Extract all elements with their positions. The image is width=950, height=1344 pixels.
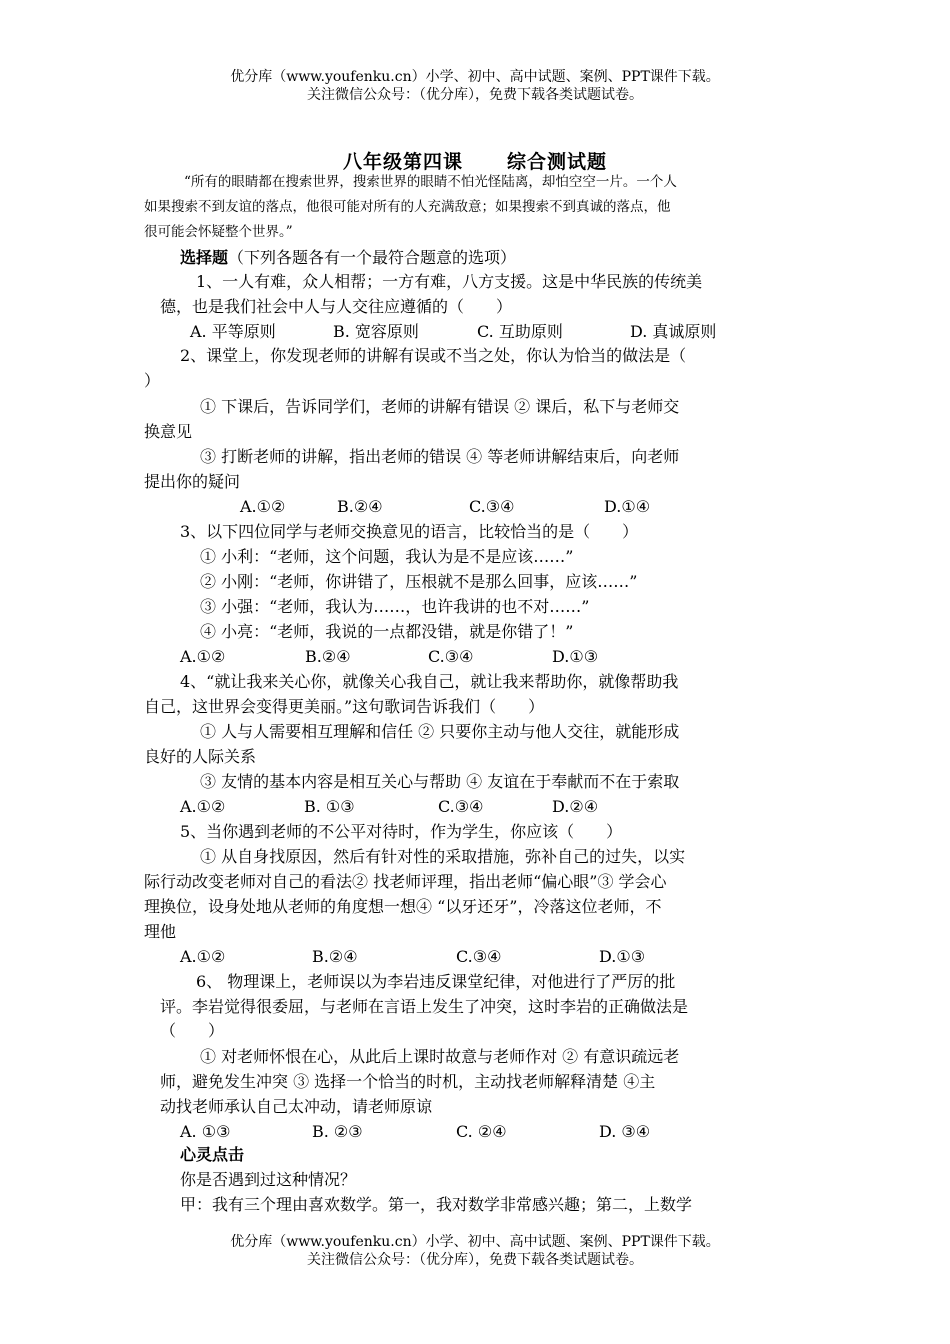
q1-line-1: 1、一人有难，众人相帮；一方有难，八方支援。这是中华民族的传统美 xyxy=(196,272,703,291)
section-choice-note: （下列各题各有一个最符合题意的选项） xyxy=(228,248,517,267)
q4-statement-1b: 良好的人际关系 xyxy=(144,747,257,766)
q5-statement-3: 理换位，设身处地从老师的角度想一想④ “以牙还牙”，冷落这位老师，不 xyxy=(144,897,662,916)
header-line-2: 关注微信公众号：（优分库），免费下载各类试题试卷。 xyxy=(307,87,643,103)
q2-option-d: D.①④ xyxy=(604,497,651,516)
q5-statement-4: 理他 xyxy=(144,922,177,941)
q5-line-1: 5、当你遇到老师的不公平对待时，作为学生，你应该（ ） xyxy=(180,822,623,841)
q1-option-c: C. 互助原则 xyxy=(477,322,563,341)
q2-statement-2a: ③ 打断老师的讲解，指出老师的错误 ④ 等老师讲解结束后，向老师 xyxy=(200,447,680,466)
q6-statement-2: 师，避免发生冲突 ③ 选择一个恰当的时机，主动找老师解释清楚 ④主 xyxy=(160,1072,656,1091)
q4-statement-1a: ① 人与人需要相互理解和信任 ② 只要你主动与他人交往，就能形成 xyxy=(200,722,680,741)
q2-line-1: 2、课堂上，你发现老师的讲解有误或不当之处，你认为恰当的做法是（ xyxy=(180,346,687,365)
q1-option-b: B. 宽容原则 xyxy=(333,322,419,341)
q2-option-a: A.①② xyxy=(240,497,286,516)
q3-statement-1: ① 小利：“老师，这个问题，我认为是不是应该……” xyxy=(200,547,574,566)
q6-statement-1: ① 对老师怀恨在心，从此后上课时故意与老师作对 ② 有意识疏远老 xyxy=(200,1047,680,1066)
footer-line-1: 优分库（www.youfenku.cn）小学、初中、高中试题、案例、PPT课件下载。 xyxy=(230,1234,720,1250)
q1-option-a: A. 平等原则 xyxy=(190,322,276,341)
q6-option-a: A. ①③ xyxy=(180,1122,231,1141)
q2-statement-1a: ① 下课后，告诉同学们，老师的讲解有错误 ② 课后，私下与老师交 xyxy=(200,397,680,416)
q5-option-c: C.③④ xyxy=(456,947,502,966)
q3-line-1: 3、以下四位同学与老师交换意见的语言，比较恰当的是（ ） xyxy=(180,522,639,541)
q4-option-a: A.①② xyxy=(180,797,226,816)
q5-option-b: B.②④ xyxy=(312,947,358,966)
q4-line-1: 4、“就让我来关心你，就像关心我自己，就让我来帮助你，就像帮助我 xyxy=(180,672,679,691)
q5-option-a: A.①② xyxy=(180,947,226,966)
q4-line-2: 自己，这世界会变得更美丽。”这句歌词告诉我们（ ） xyxy=(144,697,545,716)
q3-option-b: B.②④ xyxy=(305,647,351,666)
q2-statement-2b: 提出你的疑问 xyxy=(144,472,241,491)
q1-option-d: D. 真诚原则 xyxy=(630,322,717,341)
q4-option-d: D.②④ xyxy=(552,797,599,816)
footer-line-2: 关注微信公众号：（优分库），免费下载各类试题试卷。 xyxy=(307,1252,643,1268)
q5-statement-2: 际行动改变老师对自己的看法② 找老师评理，指出老师“偏心眼”③ 学会心 xyxy=(144,872,667,891)
q2-statement-1b: 换意见 xyxy=(144,422,193,441)
title-part-1: 八年级第四课 xyxy=(342,151,463,173)
q6-line-3: （ ） xyxy=(160,1021,225,1040)
q2-option-b: B.②④ xyxy=(337,497,383,516)
q5-option-d: D.①③ xyxy=(599,947,646,966)
quote-paragraph xyxy=(144,170,804,245)
q2-line-2: ） xyxy=(144,371,161,390)
q6-statement-3: 动找老师承认自己太冲动，请老师原谅 xyxy=(160,1097,433,1116)
q6-option-d: D. ③④ xyxy=(599,1122,651,1141)
q3-option-a: A.①② xyxy=(180,647,226,666)
section-heart-line-1: 你是否遇到过这种情况？ xyxy=(180,1170,357,1189)
q4-option-b: B. ①③ xyxy=(304,797,355,816)
q5-statement-1: ① 从自身找原因，然后有针对性的采取措施，弥补自己的过失，以实 xyxy=(200,847,686,866)
title-part-2: 综合测试题 xyxy=(507,151,608,173)
q6-line-2: 评。李岩觉得很委屈，与老师在言语上发生了冲突，这时李岩的正确做法是 xyxy=(160,997,689,1016)
section-choice-title: 选择题 xyxy=(180,248,229,267)
section-heart-line-2: 甲：我有三个理由喜欢数学。第一，我对数学非常感兴趣；第二，上数学 xyxy=(180,1195,693,1214)
q3-option-c: C.③④ xyxy=(428,647,474,666)
quote-line-3: 很可能会怀疑整个世界。” xyxy=(144,224,293,240)
section-choice-heading xyxy=(180,246,516,270)
header-line-1: 优分库（www.youfenku.cn）小学、初中、高中试题、案例、PPT课件下载。 xyxy=(230,69,720,85)
quote-line-1: “所有的眼睛都在搜索世界，搜索世界的眼睛不怕光怪陆离，却怕空空一片。一个人 xyxy=(184,174,677,190)
q4-statement-2: ③ 友情的基本内容是相互关心与帮助 ④ 友谊在于奉献而不在于索取 xyxy=(200,772,680,791)
section-heart-title: 心灵点击 xyxy=(180,1145,245,1164)
q6-option-b: B. ②③ xyxy=(312,1122,363,1141)
q6-line-1: 6、 物理课上，老师误以为李岩违反课堂纪律，对他进行了严厉的批 xyxy=(196,972,676,991)
q3-statement-2: ② 小刚：“老师，你讲错了，压根就不是那么回事，应该……” xyxy=(200,572,638,591)
q3-option-d: D.①③ xyxy=(552,647,599,666)
quote-line-2: 如果搜索不到友谊的落点，他很可能对所有的人充满敌意；如果搜索不到真诚的落点，他 xyxy=(144,199,671,215)
q3-statement-3: ③ 小强：“老师，我认为……，也许我讲的也不对……” xyxy=(200,597,590,616)
q6-option-c: C. ②④ xyxy=(456,1122,507,1141)
q2-option-c: C.③④ xyxy=(469,497,515,516)
q3-statement-4: ④ 小亮：“老师，我说的一点都没错，就是你错了！” xyxy=(200,622,574,641)
q1-line-2: 德，也是我们社会中人与人交往应遵循的（ ） xyxy=(160,297,513,316)
q4-option-c: C.③④ xyxy=(438,797,484,816)
